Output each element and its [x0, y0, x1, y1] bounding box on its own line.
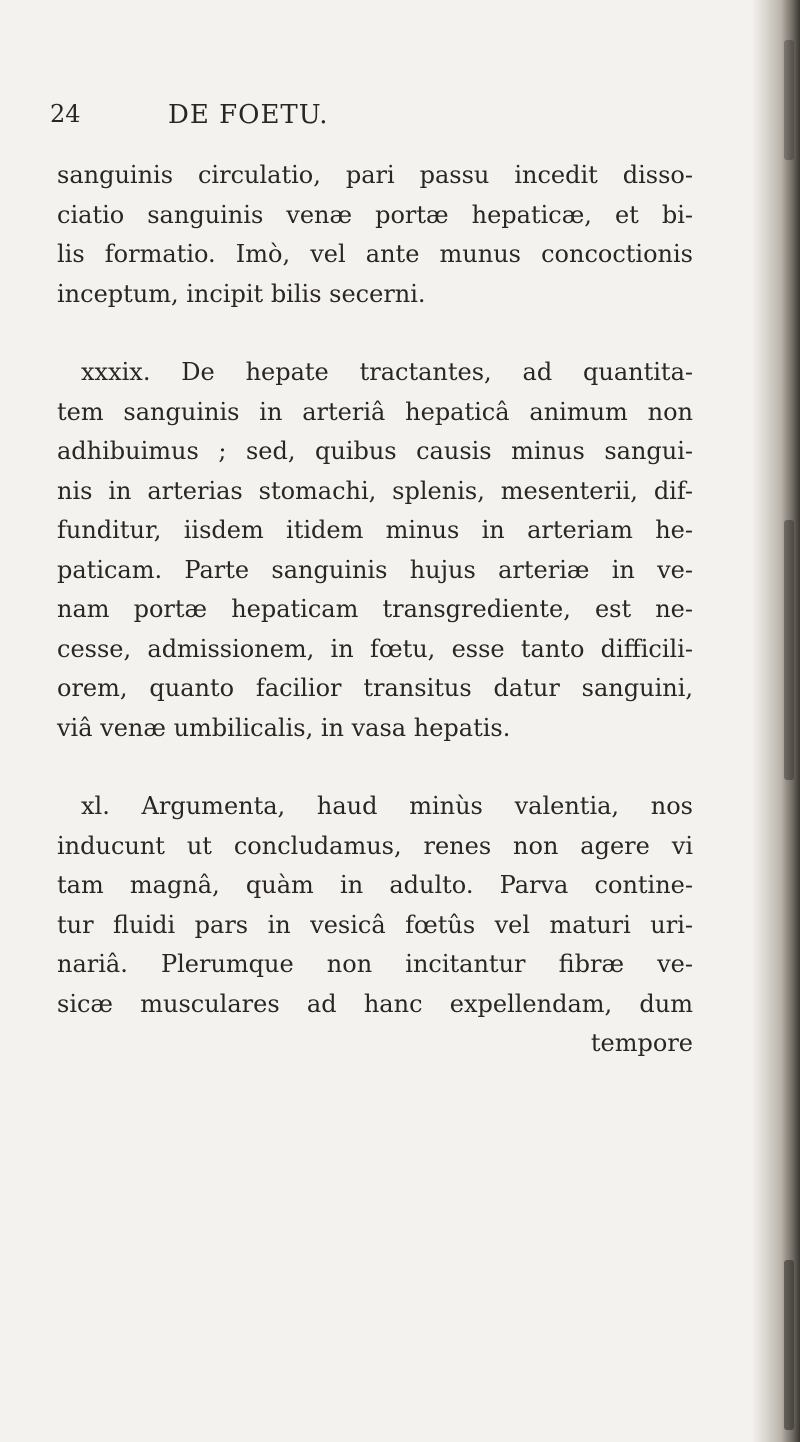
binding-mark	[784, 40, 794, 160]
text-line: cesse, admissionem, in fœtu, esse tanto difficili-	[57, 634, 693, 663]
text-line: nis in arterias stomachi, splenis, mesenterii, dif-	[57, 476, 693, 505]
text-line: xxxix. De hepate tractantes, ad quantita-	[81, 358, 693, 386]
text-line: xl. Argumenta, haud minùs valentia, nos	[81, 792, 693, 820]
page-header	[50, 100, 690, 140]
paragraph	[57, 353, 693, 748]
text-line: nariâ. Plerumque non incitantur fibræ ve-	[57, 950, 693, 978]
catchword: tempore	[590, 1029, 693, 1057]
text-line: viâ venæ umbilicalis, in vasa hepatis.	[57, 713, 511, 742]
body-text	[57, 156, 693, 1064]
binding-mark	[784, 1260, 794, 1430]
paragraph	[57, 156, 693, 314]
paragraph	[57, 787, 693, 1024]
text-line: sanguinis circulatio, pari passu incedit disso-	[57, 161, 693, 189]
page-number: 24	[50, 100, 81, 128]
text-line: tem sanguinis in arteriâ hepaticâ animum non	[57, 397, 693, 426]
text-line: ciatio sanguinis venæ portæ hepaticæ, et bi-	[57, 200, 693, 229]
text-line: inducunt ut concludamus, renes non agere vi	[57, 831, 693, 860]
text-line: nam portæ hepaticam transgrediente, est ne-	[57, 595, 693, 623]
text-line: orem, quanto facilior transitus datur sanguini,	[57, 674, 693, 702]
text-line: funditur, iisdem itidem minus in arteriam he-	[57, 516, 693, 544]
text-line: tam magnâ, quàm in adulto. Parva contine-	[57, 871, 693, 899]
text-line: paticam. Parte sanguinis hujus arteriæ in ve-	[57, 555, 693, 584]
text-line: lis formatio. Imò, vel ante munus concoctionis	[57, 240, 693, 268]
page-edge-shadow	[752, 0, 800, 1442]
text-line: sicæ musculares ad hanc expellendam, dum	[57, 989, 693, 1018]
text-line: tur fluidi pars in vesicâ fœtûs vel maturi uri-	[57, 910, 693, 939]
text-line: adhibuimus ; sed, quibus causis minus sangui-	[57, 437, 693, 465]
text-line: inceptum, incipit bilis secerni.	[57, 279, 426, 308]
binding-mark	[784, 520, 794, 780]
running-head: DE FOETU.	[168, 100, 329, 130]
